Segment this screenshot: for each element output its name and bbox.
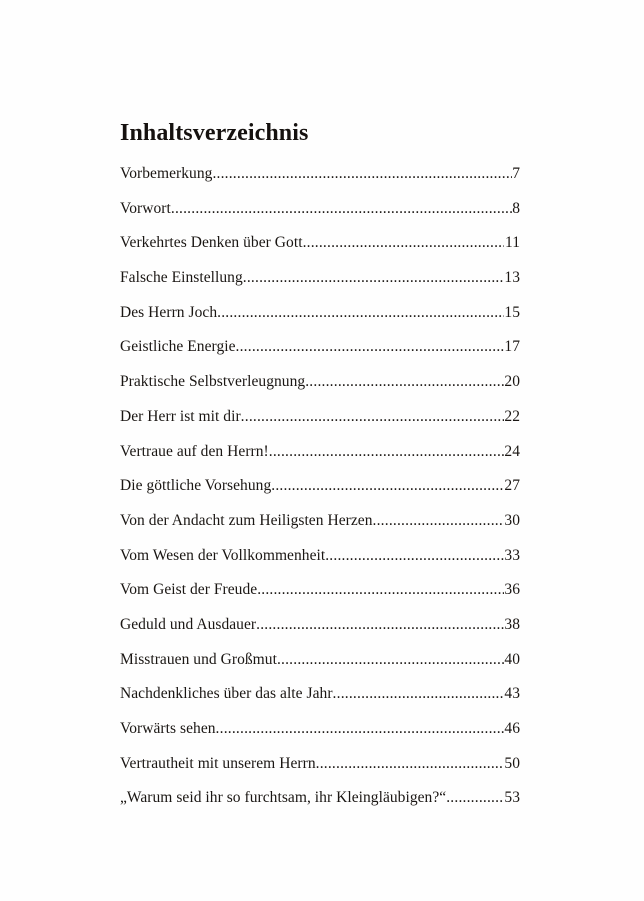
toc-dot-leader: [277, 650, 504, 666]
toc-entry-page-number: 27: [504, 477, 520, 495]
toc-entry[interactable]: [120, 580, 520, 615]
toc-entry-page-number: 33: [504, 546, 520, 564]
toc-entry-label: Der Herr ist mit dir: [120, 407, 241, 425]
toc-entry-label: Nachdenkliches über das alte Jahr: [120, 685, 333, 703]
toc-entry[interactable]: [120, 303, 520, 338]
toc-entry[interactable]: [120, 650, 520, 685]
toc-entry[interactable]: [120, 615, 520, 650]
toc-entry-label: Vorbemerkung: [120, 165, 213, 182]
toc-dot-leader: [333, 684, 504, 700]
toc-entry[interactable]: [120, 337, 520, 372]
toc-entry[interactable]: [120, 372, 520, 407]
toc-entry-label: Geduld und Ausdauer: [120, 615, 257, 633]
toc-entry-page-number: 8: [512, 199, 520, 217]
toc-entry-label: Die göttliche Vorsehung: [120, 477, 272, 495]
toc-dot-leader: [373, 511, 504, 527]
toc-dot-leader: [325, 546, 504, 562]
toc-dot-leader: [303, 233, 505, 249]
toc-entry[interactable]: [120, 442, 520, 477]
toc-dot-leader: [243, 268, 504, 284]
toc-entry[interactable]: [120, 719, 520, 754]
toc-entry[interactable]: [120, 268, 520, 303]
toc-entry-page-number: 22: [504, 407, 520, 425]
toc-entry-page-number: 46: [504, 720, 520, 737]
toc-dot-leader: [256, 615, 504, 631]
toc-entry-page-number: 11: [504, 234, 520, 252]
toc-entry[interactable]: [120, 407, 520, 442]
toc-dot-leader: [217, 303, 504, 319]
page-title: Inhaltsverzeichnis: [120, 120, 309, 146]
toc-entry-label: Des Herrn Joch: [120, 303, 218, 321]
toc-entry[interactable]: [120, 164, 520, 199]
toc-entry-page-number: 36: [504, 581, 520, 599]
toc-entry[interactable]: [120, 199, 520, 234]
toc-entry-page-number: 17: [504, 338, 520, 356]
toc-entry[interactable]: [120, 476, 520, 511]
toc-entry-label: Geistliche Energie: [120, 338, 236, 356]
toc-dot-leader: [236, 337, 504, 353]
toc-dot-leader: [216, 719, 504, 735]
toc-entry-label: Misstrauen und Großmut: [120, 650, 277, 668]
toc-entry[interactable]: [120, 233, 520, 268]
toc-entry-page-number: 20: [504, 373, 520, 391]
toc-entry-label: Vom Geist der Freude: [120, 581, 258, 599]
toc-entry-page-number: 40: [504, 650, 520, 668]
toc-entry-page-number: 50: [504, 754, 520, 772]
toc-entry[interactable]: [120, 546, 520, 581]
toc-entry[interactable]: [120, 754, 520, 789]
toc-entry-label: Vertraue auf den Herrn!: [120, 442, 269, 460]
toc-dot-leader: [316, 754, 504, 770]
toc-dot-leader: [241, 407, 504, 423]
toc-entry-label: Vorwort: [120, 199, 171, 217]
toc-entry-label: Verkehrtes Denken über Gott: [120, 234, 303, 252]
toc-entry[interactable]: [120, 511, 520, 546]
toc-dot-leader: [271, 476, 504, 492]
toc-entry-page-number: 24: [504, 442, 520, 460]
toc-entry[interactable]: [120, 788, 520, 823]
toc-dot-leader: [212, 164, 511, 180]
toc-entry-label: Von der Andacht zum Heiligsten Herzen: [120, 511, 373, 529]
toc-entry-page-number: 7: [512, 165, 520, 182]
toc-dot-leader: [269, 442, 504, 458]
toc-dot-leader: [305, 372, 504, 388]
toc-entry-label: Vertrautheit mit unserem Herrn: [120, 754, 316, 772]
toc-entry-page-number: 53: [504, 789, 520, 807]
toc-dot-leader: [446, 788, 504, 804]
toc-content: [120, 118, 520, 823]
toc-list: [120, 164, 520, 823]
toc-entry-page-number: 30: [504, 511, 520, 529]
toc-dot-leader: [257, 580, 504, 596]
toc-entry-label: Falsche Einstellung: [120, 269, 243, 287]
toc-dot-leader: [171, 199, 512, 215]
toc-entry-label: Vom Wesen der Vollkommenheit: [120, 546, 326, 564]
toc-entry-label: Praktische Selbstverleugnung: [120, 373, 306, 391]
toc-entry-page-number: 15: [504, 303, 520, 321]
toc-entry[interactable]: [120, 684, 520, 719]
toc-entry-page-number: 13: [504, 269, 520, 287]
toc-entry-label: Vorwärts sehen: [120, 720, 216, 737]
toc-entry-page-number: 38: [504, 615, 520, 633]
toc-entry-label: „Warum seid ihr so furchtsam, ihr Kleingläubigen?“: [120, 789, 447, 807]
toc-entry-page-number: 43: [504, 685, 520, 703]
